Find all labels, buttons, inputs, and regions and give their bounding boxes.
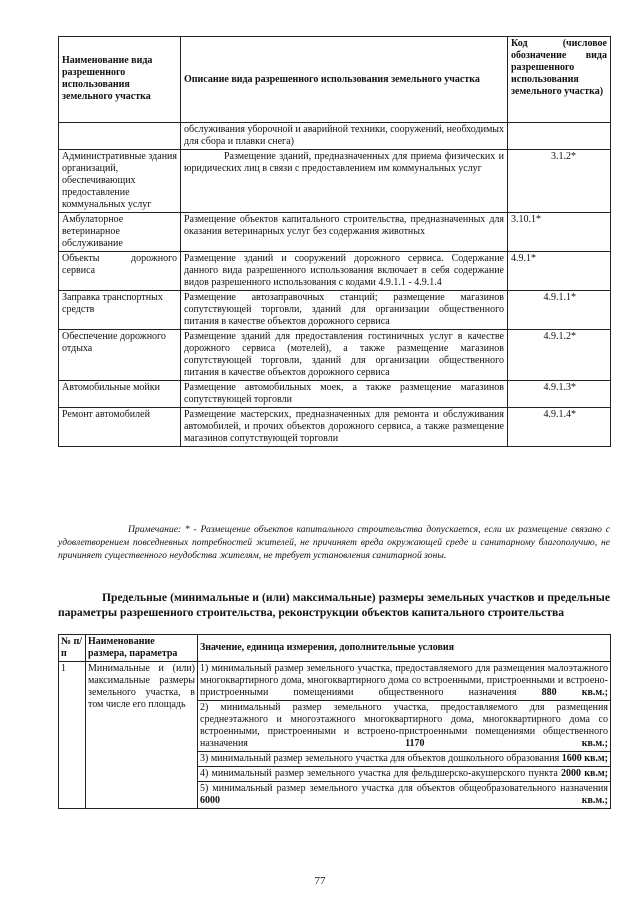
header-description: Описание вида разрешенного использования земельного участка	[181, 37, 508, 123]
condition-value: 880 кв.м.;	[541, 687, 608, 698]
condition-item	[198, 662, 610, 701]
cell-description: Размещение мастерских, предназначенных для ремонта и обслуживания автомобилей, и прочих объектов дорожного сервиса, а также размещение магазинов сопутствующей торговли	[181, 408, 508, 447]
cell-param: Минимальные и (или) максимальные размеры земельного участка, в том числе его площадь	[86, 662, 198, 809]
condition-item	[198, 701, 610, 752]
cell-name: Амбулаторное ветеринарное обслуживание	[59, 213, 181, 252]
cell-name: Административные здания организаций, обеспечивающих предоставление коммунальных услуг	[59, 150, 181, 213]
cell-name: Обеспечение дорожного отдыха	[59, 330, 181, 381]
cell-num: 1	[59, 662, 86, 809]
table-row	[59, 662, 611, 809]
cell-code: 4.9.1*	[508, 252, 611, 291]
header-value: Значение, единица измерения, дополнительные условия	[198, 635, 611, 662]
cell-name	[59, 123, 181, 150]
cell-description: Размещение зданий, предназначенных для приема физических и юридических лиц в связи с предоставлением им коммунальных услуг	[181, 150, 508, 213]
condition-text: 1) минимальный размер земельного участка, предоставляемого для размещения малоэтажного многоквартирного дома, многоквартирного дома со встроенными, пристроенными и встроено-пристроенными помещениями общественного назначения	[200, 663, 608, 698]
condition-value: 6000 кв.м.;	[200, 795, 608, 806]
parameters-table	[58, 634, 611, 809]
page-number: 77	[314, 875, 326, 887]
table-row	[59, 408, 611, 447]
cell-code: 4.9.1.2*	[508, 330, 611, 381]
cell-name: Автомобильные мойки	[59, 381, 181, 408]
condition-text: 4) минимальный размер земельного участка для фельдшерско-акушерского пункта	[200, 768, 562, 779]
header-name: Наименование вида разрешенного использования земельного участка	[59, 37, 181, 123]
header-param: Наименование размера, параметра	[86, 635, 198, 662]
table-header-row	[59, 37, 611, 123]
cell-code: 4.9.1.4*	[508, 408, 611, 447]
table-row	[59, 291, 611, 330]
condition-value: 1170 кв.м.;	[405, 738, 608, 749]
condition-value: 2000 кв.м;	[561, 768, 608, 779]
table-row	[59, 381, 611, 408]
cell-description: Размещение автомобильных моек, а также размещение магазинов сопутствующей торговли	[181, 381, 508, 408]
table-row	[59, 123, 611, 150]
table-header-row	[59, 635, 611, 662]
footnote: Примечание: * - Размещение объектов капитального строительства допускается, если их размещение связано с удовлетворением повседневных потребностей жителей, не причиняет вреда окружающей среде и санитарному благополучию, не причиняет существенного неудобства жителям, не требует установления санитарной зоны.	[58, 524, 610, 561]
table-row	[59, 150, 611, 213]
condition-item	[198, 752, 610, 767]
cell-code: 4.9.1.1*	[508, 291, 611, 330]
condition-text: 2) минимальный размер земельного участка, предоставляемого для размещения среднеэтажного и многоэтажного многоквартирного дома, многоквартирного дома со встроенными, пристроенными и встроено-пристроенными помещениями общественного назначения	[200, 702, 608, 749]
header-num: № п/п	[59, 635, 86, 662]
condition-text: 3) минимальный размер земельного участка для объектов дошкольного образования	[200, 753, 562, 764]
header-code: Код (числовое обозначение вида разрешенного использования земельного участка)	[508, 37, 611, 123]
cell-description: Размещение объектов капитального строительства, предназначенных для оказания ветеринарных услуг без содержания животных	[181, 213, 508, 252]
table-row	[59, 252, 611, 291]
cell-code: 3.10.1*	[508, 213, 611, 252]
cell-code: 4.9.1.3*	[508, 381, 611, 408]
land-use-table	[58, 36, 611, 447]
cell-name: Ремонт автомобилей	[59, 408, 181, 447]
cell-description: Размещение зданий для предоставления гостиничных услуг в качестве дорожного сервиса (мотелей), а также размещение магазинов сопутствующей торговли, зданий для организации общественного питания в качестве объектов дорожного сервиса	[181, 330, 508, 381]
cell-code: 3.1.2*	[508, 150, 611, 213]
condition-value: 1600 кв.м;	[561, 753, 608, 764]
cell-name: Объекты дорожного сервиса	[59, 252, 181, 291]
cell-description: Размещение зданий и сооружений дорожного сервиса. Содержание данного вида разрешенного использования включает в себя содержание видов разрешенного использования с кодами 4.9.1.1 - 4.9.1.4	[181, 252, 508, 291]
cell-description: обслуживания уборочной и аварийной техники, сооружений, необходимых для сбора и плавки снега)	[181, 123, 508, 150]
section-heading: Предельные (минимальные и (или) максимальные) размеры земельных участков и предельные параметры разрешенного строительства, реконструкции объектов капитального строительства	[58, 591, 610, 619]
cell-conditions	[198, 662, 611, 809]
condition-item	[198, 767, 610, 782]
cell-code	[508, 123, 611, 150]
condition-text: 5) минимальный размер земельного участка для объектов общеобразовательного назначения	[200, 783, 608, 794]
cell-description: Размещение автозаправочных станций; размещение магазинов сопутствующей торговли, зданий для организации общественного питания в качестве объектов дорожного сервиса	[181, 291, 508, 330]
table-row	[59, 213, 611, 252]
table-row	[59, 330, 611, 381]
cell-name: Заправка транспортных средств	[59, 291, 181, 330]
condition-item	[198, 782, 610, 808]
